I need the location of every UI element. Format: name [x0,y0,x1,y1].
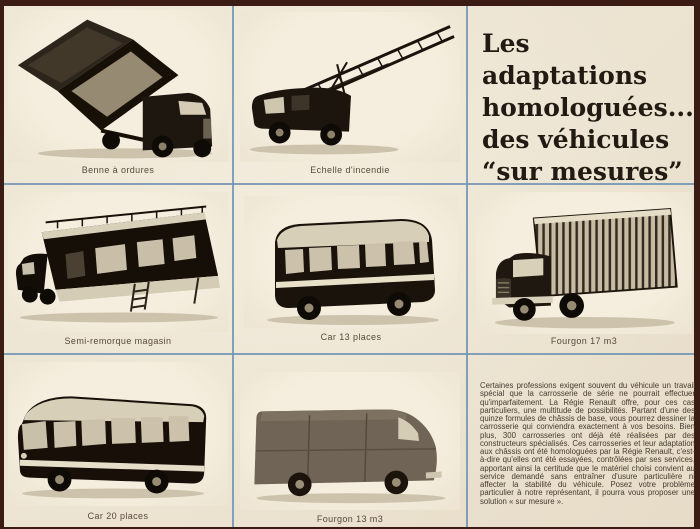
caption-car-20-places: Car 20 places [87,511,149,521]
title-line-2: adaptations [482,61,648,90]
bus-20-illustration [8,362,228,506]
horizontal-rule-bottom [4,353,694,355]
body-paragraph: Certaines professions exigent souvent du véhicule un travail spécial que la carrosserie de série ne pourrait effectuer qu'imparfaitement. La Régie Renault offre, pour ces cas particuliers, une multitude de possibilités. Partant d'une des quinze formules de châssis de base, vous pourrez dessiner la carrosserie qui conviendra exactement à vos besoins. Bien plus, 300 carrosseries ont déjà été réalisées par des constructeurs spécialisés. Ces carrosseries et leur adaptation aux châssis ont été homologuées par la Régie Renault, c'est-à-dire qu'elles ont été essayées, contrôlées par ses services, apportant ainsi la certitude que le matériel choisi convient au service demandé sans entraîner d'usure particulière ni affecter la stabilité du véhicule. Posez votre problème particulier à notre représentant, il pourra vous proposer une solution « sur mesure ». [480,381,695,506]
caption-fourgon-17: Fourgon 17 m3 [550,336,618,346]
caption-benne-a-ordures: Benne à ordures [81,165,155,175]
garbage-truck-illustration [8,10,228,162]
vehicle-photo-minibus-13 [244,196,458,328]
fire-ladder-truck-illustration [240,12,460,162]
van-13m3-illustration [240,372,460,510]
title-line-4: des véhicules [482,125,670,154]
vertical-rule-left [232,6,234,527]
title-line-1: Les [482,29,530,58]
shop-trailer-illustration [8,192,228,332]
brochure-page [4,6,694,527]
caption-semi-remorque: Semi-remorque magasin [64,336,172,346]
minibus-13-illustration [244,196,458,328]
vehicle-photo-fire-ladder-truck [240,12,460,162]
vertical-rule-right [466,6,468,527]
vehicle-photo-bus-20 [8,362,228,506]
title-line-3: homologuées... [482,93,694,122]
caption-car-13-places: Car 13 places [320,332,382,342]
vehicle-photo-van-13 [240,372,460,510]
box-truck-17m3-illustration [476,192,692,334]
caption-echelle-incendie: Echelle d'incendie [310,165,390,175]
title-line-5: “sur mesures” [482,157,683,186]
vehicle-photo-garbage-truck [8,10,228,162]
vehicle-photo-shop-trailer [8,192,228,332]
page-title [482,28,697,188]
caption-fourgon-13: Fourgon 13 m3 [316,514,384,524]
vehicle-photo-box-truck-17 [476,192,692,334]
